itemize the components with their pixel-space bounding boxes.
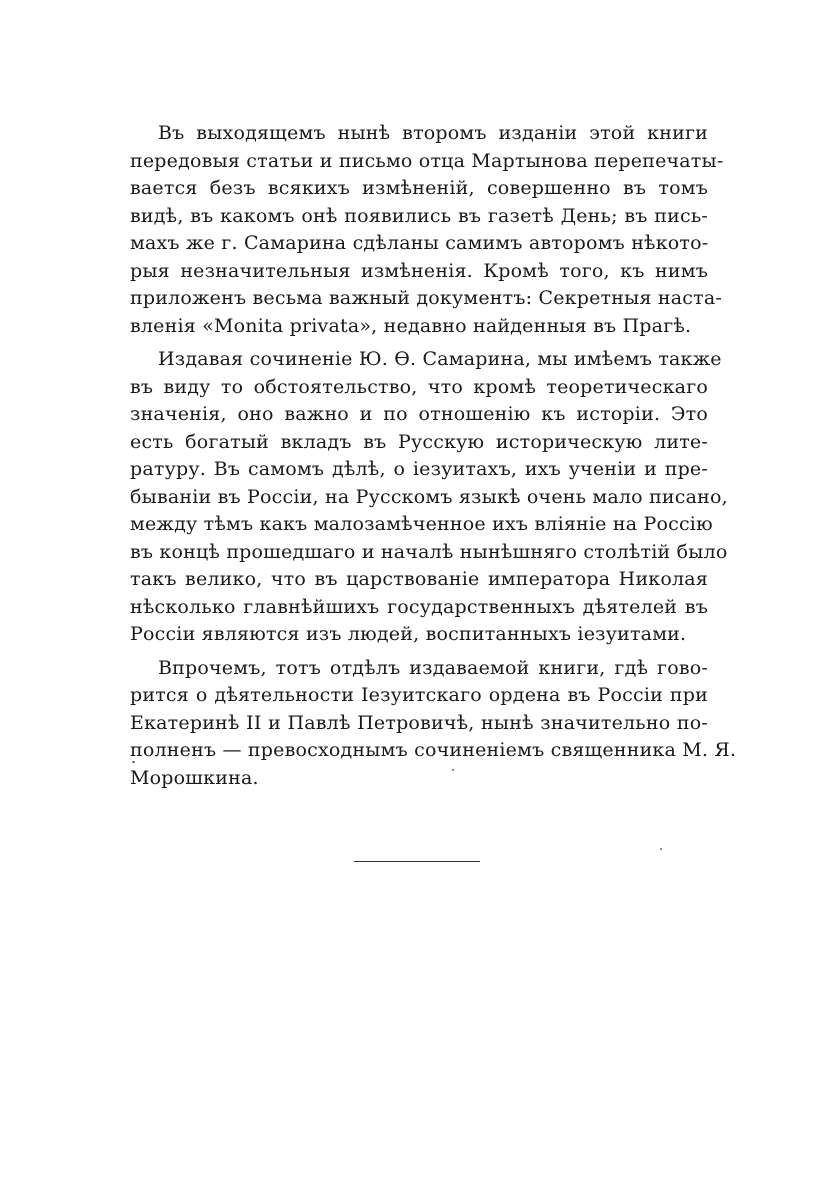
text-line: Въ выходящемъ нынѣ второмъ изданіи этой книги	[158, 122, 708, 144]
text-line: приложенъ весьма важный документъ: Секретныя наста-	[130, 287, 722, 309]
text-line: въ концѣ прошедшаго и началѣ нынѣшняго столѣтій было	[130, 540, 728, 563]
text-line: бываніи въ Россіи, на Русскомъ языкѣ очень мало писано,	[130, 485, 728, 508]
text-line: Впрочемъ, тотъ отдѣлъ издаваемой книги, гдѣ гово-	[158, 656, 708, 679]
scan-speck	[452, 769, 454, 771]
scan-speck	[660, 848, 662, 850]
text-line: передовыя статьи и письмо отца Мартынова перепечаты-	[130, 149, 724, 172]
text-line: Россіи являются изъ людей, воспитанныхъ іезуитами.	[130, 623, 687, 645]
text-line: въ виду то обстоятельство, что кромѣ теоретическаго	[130, 375, 708, 398]
text-line: Издавая сочиненіе Ю. Ѳ. Самарина, мы имѣемъ также	[158, 348, 722, 370]
text-line: ратуру. Въ самомъ дѣлѣ, о іезуитахъ, ихъ ученіи и пре-	[130, 458, 708, 480]
text-line: махъ же г. Самарина сдѣланы самимъ авторомъ нѣкото-	[130, 232, 709, 254]
scan-speck	[132, 761, 135, 763]
body-text	[130, 120, 737, 798]
text-line: вленія «Monita privata», недавно найденныя въ Прагѣ.	[130, 314, 692, 337]
text-line: рится о дѣятельности Іезуитскаго ордена въ Россіи при	[130, 684, 708, 706]
text-line: такъ велико, что въ царствованіе императора Николая	[130, 568, 708, 590]
text-line: Екатеринѣ II и Павлѣ Петровичѣ, нынѣ значительно по-	[130, 711, 708, 734]
text-line: между тѣмъ какъ малозамѣченное ихъ вліяніе на Россію	[130, 513, 713, 535]
text-line: полненъ — превосходнымъ сочиненіемъ священника М. Я.	[130, 739, 737, 761]
text-line: Морошкина.	[130, 766, 259, 789]
text-line: есть богатый вкладъ въ Русскую историческую лите-	[130, 430, 708, 453]
text-line: видѣ, въ какомъ онѣ появились въ газетѣ День; въ пись-	[130, 204, 708, 227]
paragraph-3	[130, 655, 737, 793]
text-line: вается безъ всякихъ измѣненій, совершенно въ томъ	[130, 177, 708, 199]
paragraph-2	[130, 346, 728, 649]
text-line: значенія, оно важно и по отношенію къ исторіи. Это	[130, 403, 708, 425]
text-line: рыя незначительныя измѣненія. Кромѣ того, къ нимъ	[130, 259, 708, 282]
section-divider-rule	[354, 861, 480, 862]
text-line: нѣсколько главнѣйшихъ государственныхъ дѣятелей въ	[130, 595, 708, 618]
paragraph-1	[130, 120, 724, 340]
